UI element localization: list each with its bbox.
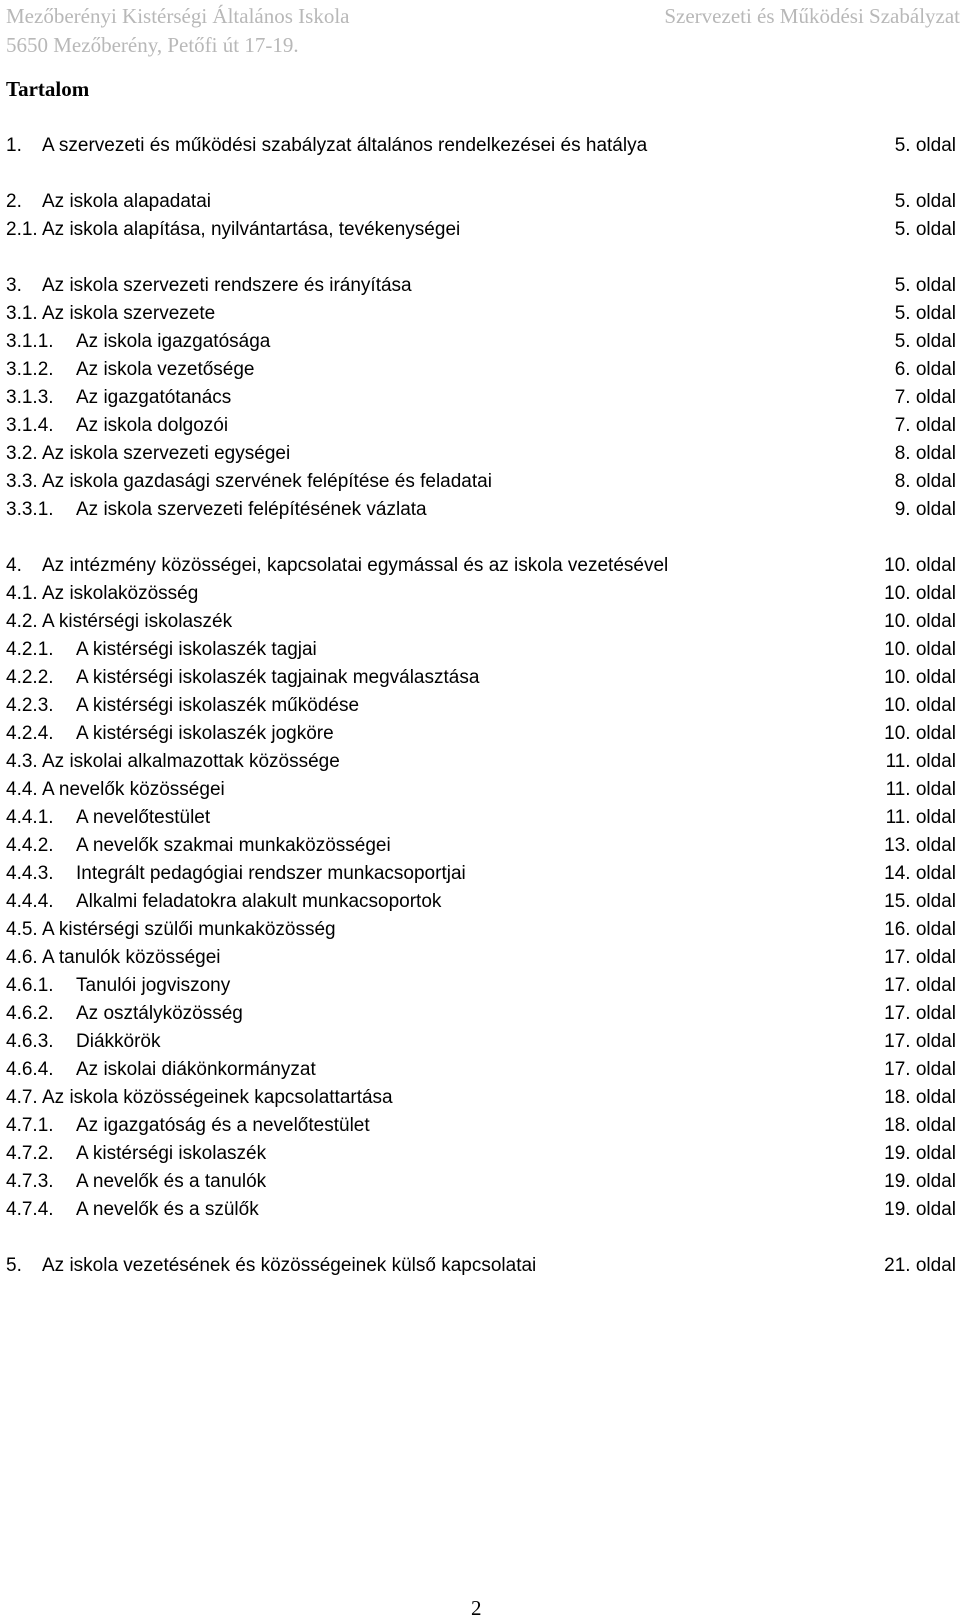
- toc-entry-title: A nevelők közösségei: [42, 779, 225, 800]
- toc-entry-number: 4.6.4.: [6, 1059, 54, 1080]
- toc-entry-number: 4.7.3.: [6, 1171, 54, 1192]
- toc-entry-number: 4.2.1.: [6, 639, 54, 660]
- toc-entry-page: 5. oldal: [894, 191, 956, 212]
- toc-entry-title: Az iskola dolgozói: [76, 415, 229, 436]
- toc-entry-number: 4.4.1.: [6, 807, 54, 828]
- page-number: 2: [471, 1596, 482, 1620]
- toc-entry-number: 3.: [6, 275, 22, 296]
- toc-entry-number: 3.1.4.: [6, 415, 54, 436]
- toc-entry-page: 10. oldal: [884, 695, 956, 716]
- toc-entry-page: 13. oldal: [884, 835, 956, 856]
- toc-entry-number: 4.6.3.: [6, 1031, 54, 1052]
- toc-entry: [6, 581, 960, 607]
- toc-entry: [6, 357, 960, 383]
- toc-entry-page: 6. oldal: [894, 359, 956, 380]
- toc-entry-title: A tanulók közösségei: [42, 947, 221, 968]
- toc-entry-page: 14. oldal: [884, 863, 956, 884]
- toc-entry: [6, 833, 960, 859]
- toc-entry: [6, 1141, 960, 1167]
- toc-entry: [6, 133, 960, 159]
- toc-entry-title: Az iskola alapadatai: [42, 191, 211, 212]
- toc-entry-number: 4.7.1.: [6, 1115, 54, 1136]
- toc-entry-title: Az iskolaközösség: [42, 583, 199, 604]
- toc-entry-title: Diákkörök: [76, 1031, 161, 1052]
- toc-entry-page: 11. oldal: [885, 807, 956, 828]
- toc-entry-page: 19. oldal: [884, 1171, 956, 1192]
- toc-entry: [6, 1113, 960, 1139]
- toc-entry-page: 7. oldal: [894, 415, 956, 436]
- toc-entry-number: 4.7.: [6, 1087, 38, 1108]
- toc-entry-title: Az iskola szervezeti rendszere és irányítása: [42, 275, 412, 296]
- toc-entry: [6, 805, 960, 831]
- toc-entry: [6, 1197, 960, 1223]
- toc-entry: [6, 861, 960, 887]
- toc-entry: [6, 721, 960, 747]
- toc-entry-page: 10. oldal: [884, 611, 956, 632]
- toc-entry-number: 2.1.: [6, 219, 38, 240]
- toc-entry-title: A kistérségi iskolaszék tagjai: [76, 639, 317, 660]
- toc-heading: Tartalom: [6, 77, 90, 101]
- toc-entry: [6, 693, 960, 719]
- toc-entry-title: A kistérségi iskolaszék jogköre: [76, 723, 334, 744]
- toc-entry-page: 19. oldal: [884, 1199, 956, 1220]
- toc-entry-number: 4.2.: [6, 611, 38, 632]
- school-name: Mezőberényi Kistérségi Általános Iskola: [6, 4, 350, 28]
- toc-entry-number: 5.: [6, 1255, 22, 1276]
- toc-entry-number: 3.3.1.: [6, 499, 54, 520]
- toc-entry-title: A kistérségi szülői munkaközösség: [42, 919, 336, 940]
- toc-entry-page: 11. oldal: [885, 779, 956, 800]
- toc-entry: [6, 889, 960, 915]
- toc-entry-number: 4.4.4.: [6, 891, 54, 912]
- toc-entry-title: A kistérségi iskolaszék tagjainak megválasztása: [76, 667, 480, 688]
- toc-entry: [6, 1253, 960, 1279]
- toc-entry-page: 21. oldal: [884, 1255, 956, 1276]
- toc-entry-title: Tanulói jogviszony: [76, 975, 231, 996]
- toc-entry-number: 4.6.1.: [6, 975, 54, 996]
- toc-entry-page: 5. oldal: [894, 219, 956, 240]
- toc-entry-title: Az iskola szervezeti felépítésének vázlata: [76, 499, 427, 520]
- toc-entry-title: Az iskola közösségeinek kapcsolattartása: [42, 1087, 393, 1108]
- toc-entry-number: 4.2.2.: [6, 667, 54, 688]
- toc-entry-title: Az iskola vezetősége: [76, 359, 255, 380]
- toc-entry-title: Alkalmi feladatokra alakult munkacsoportok: [76, 891, 442, 912]
- toc-entry-number: 3.3.: [6, 471, 38, 492]
- toc-entry-number: 4.2.3.: [6, 695, 54, 716]
- toc-entry: [6, 273, 960, 299]
- toc-entry-title: Az iskola gazdasági szervének felépítése és feladatai: [42, 471, 492, 492]
- toc-entry-number: 4.6.2.: [6, 1003, 54, 1024]
- document-title: Szervezeti és Működési Szabályzat: [664, 4, 960, 28]
- toc-entry-page: 11. oldal: [885, 751, 956, 772]
- toc-entry-number: 3.2.: [6, 443, 38, 464]
- toc-entry-number: 4.7.2.: [6, 1143, 54, 1164]
- toc-entry-page: 16. oldal: [884, 919, 956, 940]
- toc-entry-page: 15. oldal: [884, 891, 956, 912]
- toc-entry-title: Integrált pedagógiai rendszer munkacsoportjai: [76, 863, 466, 884]
- toc-entry-page: 18. oldal: [884, 1087, 956, 1108]
- toc-entry-number: 4.6.: [6, 947, 38, 968]
- toc-entry-title: A nevelők szakmai munkaközösségei: [76, 835, 391, 856]
- toc-entry: [6, 1001, 960, 1027]
- toc-entry-page: 17. oldal: [884, 1003, 956, 1024]
- toc-entry: [6, 329, 960, 355]
- toc-entry-page: 10. oldal: [884, 639, 956, 660]
- toc-entry-page: 10. oldal: [884, 723, 956, 744]
- toc-entry-number: 4.3.: [6, 751, 38, 772]
- toc-entry: [6, 1085, 960, 1111]
- toc-entry-title: Az intézmény közösségei, kapcsolatai egymással és az iskola vezetésével: [42, 555, 669, 576]
- toc-entry-number: 4.1.: [6, 583, 38, 604]
- toc-entry-number: 3.1.2.: [6, 359, 54, 380]
- toc-entry: [6, 385, 960, 411]
- toc-entry-number: 4.7.4.: [6, 1199, 54, 1220]
- school-address: 5650 Mezőberény, Petőfi út 17-19.: [6, 33, 299, 57]
- toc-entry-number: 4.4.3.: [6, 863, 54, 884]
- toc-entry-title: A szervezeti és működési szabályzat általános rendelkezései és hatálya: [42, 135, 648, 156]
- toc-entry: [6, 413, 960, 439]
- toc-entry: [6, 777, 960, 803]
- toc-entry-title: Az iskolai diákönkormányzat: [76, 1059, 316, 1080]
- toc-entry-number: 4.2.4.: [6, 723, 54, 744]
- toc-entry-title: A nevelők és a tanulók: [76, 1171, 267, 1192]
- toc-entry-number: 4.4.2.: [6, 835, 54, 856]
- toc-entry-title: Az osztályközösség: [76, 1003, 243, 1024]
- toc-entry-title: Az igazgatóság és a nevelőtestület: [76, 1115, 370, 1136]
- toc-entry-title: A nevelőtestület: [76, 807, 211, 828]
- toc-entry-page: 5. oldal: [894, 303, 956, 324]
- toc-entry-title: A kistérségi iskolaszék működése: [76, 695, 360, 716]
- toc-entry-title: Az igazgatótanács: [76, 387, 232, 408]
- toc-entry-title: Az iskola szervezeti egységei: [42, 443, 291, 464]
- toc-entry: [6, 441, 960, 467]
- toc-entry-page: 8. oldal: [894, 443, 956, 464]
- toc-entry: [6, 1029, 960, 1055]
- toc-entry-title: A nevelők és a szülők: [76, 1199, 259, 1220]
- toc-entry-title: A kistérségi iskolaszék: [76, 1143, 267, 1164]
- toc-entry: [6, 1169, 960, 1195]
- toc-entry: [6, 945, 960, 971]
- toc-entry: [6, 553, 960, 579]
- toc-entry-number: 1.: [6, 135, 22, 156]
- toc-entry: [6, 917, 960, 943]
- toc-entry-page: 18. oldal: [884, 1115, 956, 1136]
- toc-entry-number: 4.5.: [6, 919, 38, 940]
- toc-entry: [6, 609, 960, 635]
- toc-entry-page: 10. oldal: [884, 555, 956, 576]
- toc-entry-page: 17. oldal: [884, 1059, 956, 1080]
- toc-entry: [6, 665, 960, 691]
- toc-entry-number: 2.: [6, 191, 22, 212]
- toc-entry-page: 5. oldal: [894, 275, 956, 296]
- toc-entry-title: Az iskolai alkalmazottak közössége: [42, 751, 340, 772]
- toc-entry-page: 5. oldal: [894, 331, 956, 352]
- toc-entry: [6, 749, 960, 775]
- toc-entry: [6, 217, 960, 243]
- toc-entry: [6, 637, 960, 663]
- toc-entry-title: A kistérségi iskolaszék: [42, 611, 233, 632]
- toc-entry-page: 8. oldal: [894, 471, 956, 492]
- toc-entry-number: 3.1.: [6, 303, 38, 324]
- toc-entry: [6, 1057, 960, 1083]
- toc-entry-page: 17. oldal: [884, 947, 956, 968]
- toc-entry-page: 17. oldal: [884, 1031, 956, 1052]
- toc-entry-number: 4.4.: [6, 779, 38, 800]
- toc-entry: [6, 189, 960, 215]
- toc-entry-page: 19. oldal: [884, 1143, 956, 1164]
- toc-entry-title: Az iskola igazgatósága: [76, 331, 271, 352]
- toc-entry-number: 3.1.1.: [6, 331, 54, 352]
- toc-entry: [6, 973, 960, 999]
- toc-entry-number: 4.: [6, 555, 22, 576]
- toc-entry-page: 17. oldal: [884, 975, 956, 996]
- toc-entry-page: 10. oldal: [884, 667, 956, 688]
- toc-entry-number: 3.1.3.: [6, 387, 54, 408]
- toc-entry: [6, 469, 960, 495]
- toc-entry-page: 10. oldal: [884, 583, 956, 604]
- toc-entry-title: Az iskola alapítása, nyilvántartása, tevékenységei: [42, 219, 461, 240]
- toc-entry-title: Az iskola vezetésének és közösségeinek külső kapcsolatai: [42, 1255, 537, 1276]
- toc-entry-page: 9. oldal: [894, 499, 956, 520]
- toc-entry-title: Az iskola szervezete: [42, 303, 216, 324]
- toc-entry: [6, 497, 960, 523]
- toc-entry-page: 7. oldal: [894, 387, 956, 408]
- toc-entry: [6, 301, 960, 327]
- toc-entry-page: 5. oldal: [894, 135, 956, 156]
